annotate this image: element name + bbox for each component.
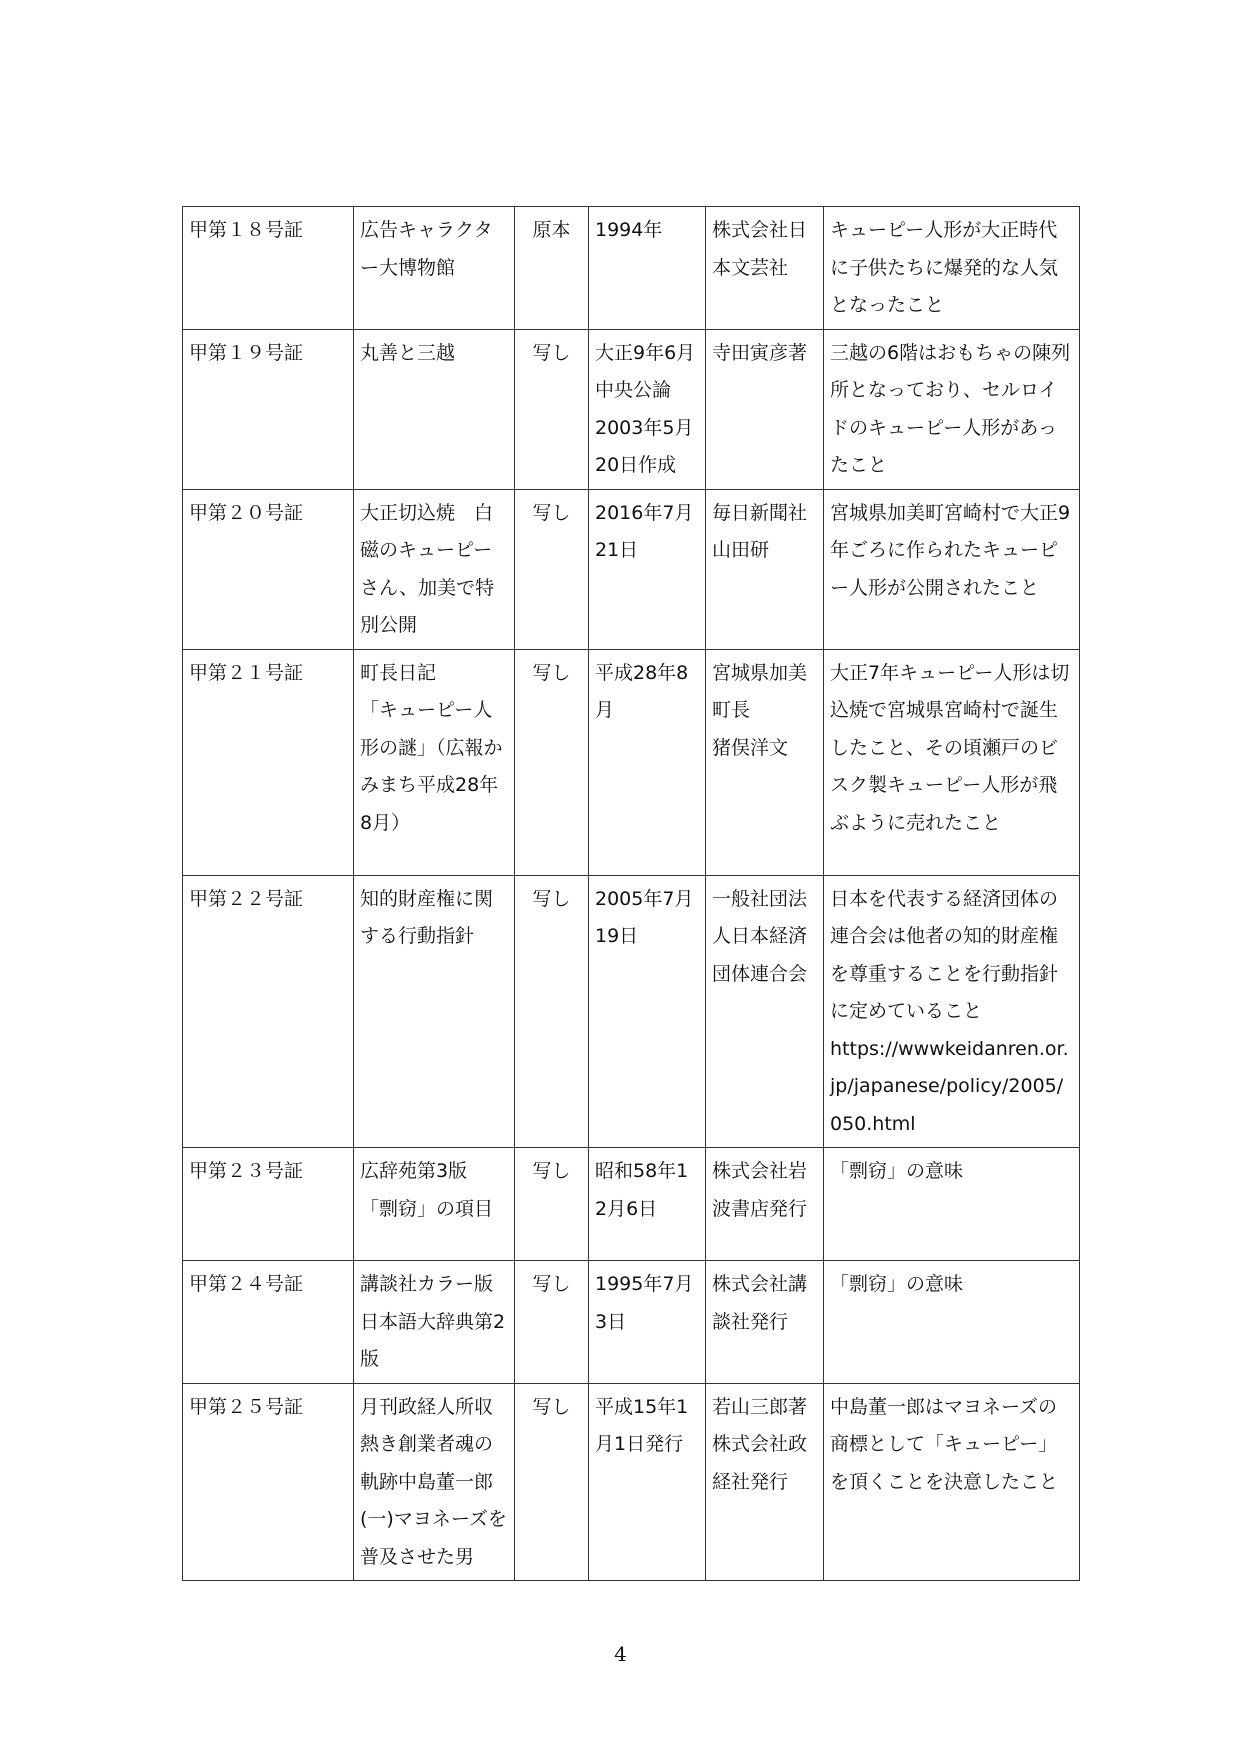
evidence-title: 月刊政経人所収熱き創業者魂の軌跡中島董一郎(一)マヨネーズを普及させた男	[354, 1383, 515, 1581]
evidence-purpose: 「剽窃」の意味	[824, 1261, 1080, 1384]
table-row	[183, 1261, 1080, 1384]
evidence-author: 一般社団法人日本経済団体連合会	[706, 875, 824, 1148]
evidence-purpose: 中島董一郎はマヨネーズの商標として「キューピー」を頂くことを決意したこと	[824, 1383, 1080, 1581]
evidence-number: 甲第２０号証	[183, 489, 354, 649]
evidence-number: 甲第２１号証	[183, 649, 354, 875]
evidence-author: 株式会社講談社発行	[706, 1261, 824, 1384]
table-row	[183, 1383, 1080, 1581]
evidence-title: 知的財産権に関する行動指針	[354, 875, 515, 1148]
evidence-number: 甲第２４号証	[183, 1261, 354, 1384]
evidence-date: 昭和58年12月6日	[589, 1148, 706, 1261]
evidence-date: 平成15年1月1日発行	[589, 1383, 706, 1581]
evidence-number: 甲第２３号証	[183, 1148, 354, 1261]
table-row	[183, 649, 1080, 875]
evidence-type: 写し	[515, 1261, 589, 1384]
evidence-purpose: キューピー人形が大正時代に子供たちに爆発的な人気となったこと	[824, 207, 1080, 330]
evidence-number: 甲第２２号証	[183, 875, 354, 1148]
evidence-author: 株式会社日本文芸社	[706, 207, 824, 330]
evidence-type: 写し	[515, 489, 589, 649]
evidence-title: 丸善と三越	[354, 329, 515, 489]
evidence-purpose: 宮城県加美町宮崎村で大正9年ごろに作られたキューピー人形が公開されたこと	[824, 489, 1080, 649]
evidence-purpose: 日本を代表する経済団体の連合会は他者の知的財産権を尊重することを行動指針に定めていること https://wwwkeidanren.or.jp/japanese/policy/2005/050.html	[824, 875, 1080, 1148]
evidence-date: 1995年7月3日	[589, 1261, 706, 1384]
evidence-title: 広辞苑第3版 「剽窃」の項目	[354, 1148, 515, 1261]
evidence-type: 写し	[515, 649, 589, 875]
table-row	[183, 489, 1080, 649]
evidence-type: 原本	[515, 207, 589, 330]
evidence-type: 写し	[515, 1383, 589, 1581]
evidence-number: 甲第１８号証	[183, 207, 354, 330]
evidence-author: 毎日新聞社 山田研	[706, 489, 824, 649]
evidence-date: 平成28年8月	[589, 649, 706, 875]
evidence-purpose: 大正7年キューピー人形は切込焼で宮城県宮崎村で誕生したこと、その頃瀬戸のビスク製キューピー人形が飛ぶように売れたこと	[824, 649, 1080, 875]
evidence-title: 広告キャラクター大博物館	[354, 207, 515, 330]
evidence-type: 写し	[515, 875, 589, 1148]
evidence-purpose: 三越の6階はおもちゃの陳列所となっており、セルロイドのキューピー人形があったこと	[824, 329, 1080, 489]
table-row	[183, 875, 1080, 1148]
evidence-title: 町長日記 「キューピー人形の謎」（広報かみまち平成28年8月）	[354, 649, 515, 875]
evidence-table	[182, 206, 1080, 1581]
evidence-author: 寺田寅彦著	[706, 329, 824, 489]
evidence-date: 大正9年6月 中央公論 2003年5月20日作成	[589, 329, 706, 489]
evidence-title: 大正切込焼 白磁のキューピーさん、加美で特別公開	[354, 489, 515, 649]
evidence-date: 2016年7月21日	[589, 489, 706, 649]
evidence-rows	[183, 207, 1080, 1581]
page-number: 4	[614, 1642, 627, 1666]
evidence-type: 写し	[515, 329, 589, 489]
evidence-number: 甲第１９号証	[183, 329, 354, 489]
evidence-author: 宮城県加美町長 猪俣洋文	[706, 649, 824, 875]
evidence-type: 写し	[515, 1148, 589, 1261]
evidence-date: 1994年	[589, 207, 706, 330]
table-row	[183, 1148, 1080, 1261]
table-row	[183, 329, 1080, 489]
evidence-purpose: 「剽窃」の意味	[824, 1148, 1080, 1261]
evidence-number: 甲第２５号証	[183, 1383, 354, 1581]
evidence-author: 株式会社岩波書店発行	[706, 1148, 824, 1261]
evidence-author: 若山三郎著 株式会社政経社発行	[706, 1383, 824, 1581]
evidence-title: 講談社カラー版日本語大辞典第2版	[354, 1261, 515, 1384]
evidence-date: 2005年7月19日	[589, 875, 706, 1148]
table-row	[183, 207, 1080, 330]
